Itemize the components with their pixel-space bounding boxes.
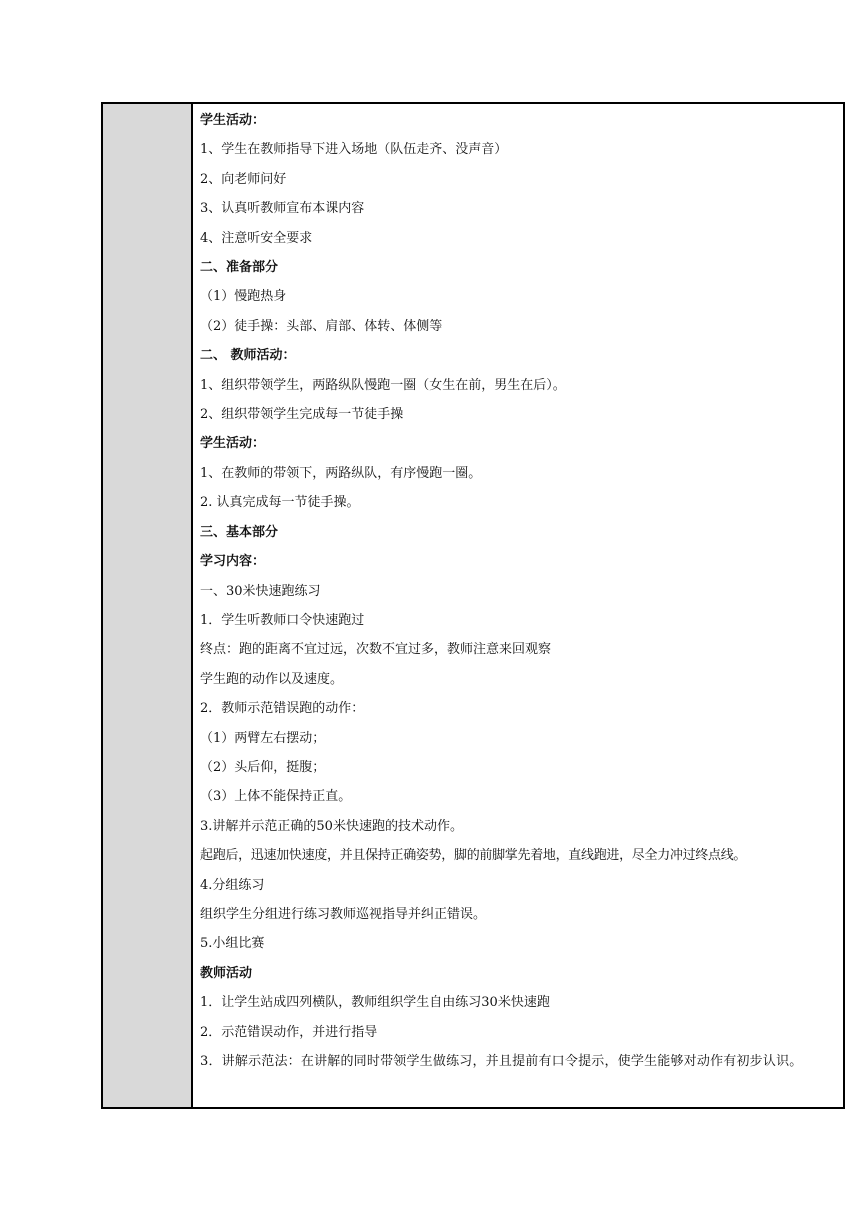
table-label-cell [103, 104, 193, 1107]
content-line: 3.讲解并示范正确的50米快速跑的技术动作。 [200, 818, 463, 834]
section-heading: 三、基本部分 [200, 524, 279, 540]
content-line: 1．让学生站成四列横队，教师组织学生自由练习30米快速跑 [200, 995, 550, 1011]
content-line: （2）头后仰，挺腹； [200, 759, 326, 775]
content-line: （1）慢跑热身 [200, 289, 287, 305]
section-heading: 学生活动： [200, 436, 266, 452]
section-heading: 二、准备部分 [200, 260, 279, 276]
lesson-plan-table [101, 102, 845, 1109]
content-line: 5.小组比赛 [200, 936, 265, 952]
content-line: 4、注意听安全要求 [200, 230, 313, 246]
content-line: 起跑后，迅速加快速度，并且保持正确姿势，脚的前脚掌先着地，直线跑进，尽全力冲过终点线。 [200, 848, 747, 864]
content-line: 3、认真听教师宣布本课内容 [200, 201, 365, 217]
section-heading: 二、 教师活动： [200, 348, 296, 364]
content-line: 学生跑的动作以及速度。 [200, 671, 344, 687]
content-line: 4.分组练习 [200, 877, 265, 893]
content-line: （3）上体不能保持正直。 [200, 789, 352, 805]
content-line: 1、学生在教师指导下进入场地（队伍走齐、没声音） [200, 142, 508, 158]
content-line: 1、组织带领学生，两路纵队慢跑一圈（女生在前，男生在后）。 [200, 377, 566, 393]
section-heading: 学习内容： [200, 554, 266, 570]
content-line: 2．教师示范错误跑的动作： [200, 701, 365, 717]
content-line: 3．讲解示范法：在讲解的同时带领学生做练习，并且提前有口令提示，使学生能够对动作有初步认识。 [200, 1054, 803, 1069]
content-line: （2）徒手操：头部、肩部、体转、体侧等 [200, 318, 443, 334]
content-line: 2、向老师问好 [200, 171, 287, 187]
content-line: 2. 认真完成每一节徒手操。 [200, 495, 360, 511]
content-line: 1．学生听教师口令快速跑过 [200, 612, 365, 628]
content-line: 终点：跑的距离不宜过远，次数不宜过多，教师注意来回观察 [200, 642, 552, 658]
content-line: 2、组织带领学生完成每一节徒手操 [200, 407, 404, 423]
table-content-cell [193, 104, 843, 1107]
content-line: 2．示范错误动作，并进行指导 [200, 1024, 378, 1040]
content-line: 1、在教师的带领下，两路纵队，有序慢跑一圈。 [200, 465, 482, 481]
content-line: 一、30米快速跑练习 [200, 583, 321, 599]
section-heading: 教师活动 [200, 965, 253, 981]
section-heading: 学生活动： [200, 113, 266, 128]
content-line: （1）两臂左右摆动； [200, 730, 326, 746]
content-line: 组织学生分组进行练习教师巡视指导并纠正错误。 [200, 906, 487, 922]
